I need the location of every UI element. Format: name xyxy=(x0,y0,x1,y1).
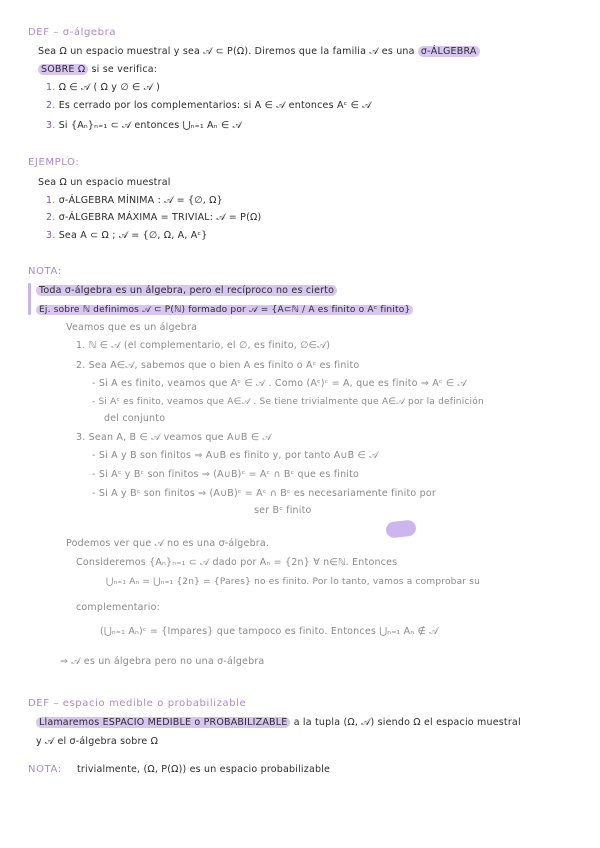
list-item: 2. Es cerrado por los complementarios: si A ∈ 𝒜 entonces Aᶜ ∈ 𝒜 xyxy=(46,100,372,111)
section-title: DEF – σ-álgebra xyxy=(28,27,117,38)
note-line: 2. Sea A∈𝒜, sabemos que o bien A es finito o Aᶜ es finito xyxy=(76,360,360,371)
note-line: - Si A y B son finitos ⇒ A∪B es finito y, por tanto A∪B ∈ 𝒜 xyxy=(92,450,379,461)
list-item: 1. σ-ÁLGEBRA MÍNIMA : 𝒜 = {∅, Ω} xyxy=(46,195,223,206)
definition-text-cont xyxy=(38,64,157,76)
note-line: 3. Sean A, B ∈ 𝒜 veamos que A∪B ∈ 𝒜 xyxy=(76,432,272,443)
scribble-mark xyxy=(385,519,417,538)
note-line: ⋃ₙ₌₁ Aₙ = ⋃ₙ₌₁ {2n} = {Pares} no es finito. Por lo tanto, vamos a comprobar su xyxy=(106,577,481,587)
highlight-term: σ-ÁLGEBRA xyxy=(418,46,480,57)
note-line: ⇒ 𝒜 es un álgebra pero no una σ-álgebra xyxy=(60,656,265,667)
note-line: - Si A y Bᶜ son finitos ⇒ (A∪B)ᶜ = Aᶜ ∩ Bᶜ es necesariamente finito por xyxy=(92,488,436,499)
section-title: EJEMPLO: xyxy=(28,157,80,168)
note-line: complementario: xyxy=(76,602,161,613)
definition-intro-cont: si se verifica: xyxy=(88,64,158,75)
note-line: Podemos ver que 𝒜 no es una σ-álgebra. xyxy=(66,538,270,549)
list-item: 3. Sea A ⊂ Ω ; 𝒜 = {∅, Ω, A, Aᶜ} xyxy=(46,230,208,241)
note-line: ser Bᶜ finito xyxy=(254,505,312,516)
note-line: del conjunto xyxy=(104,413,166,424)
definition-text xyxy=(38,46,480,58)
note-example: Ej. sobre ℕ definimos 𝒜 ⊂ P(ℕ) formado por 𝒜 = {A⊂ℕ / A es finito o Aᶜ finito} xyxy=(36,304,413,316)
note-line: Veamos que es un álgebra xyxy=(66,322,198,333)
definition-intro: Sea Ω un espacio muestral y sea 𝒜 ⊂ P(Ω). Diremos que la familia 𝒜 es una xyxy=(38,46,415,57)
list-item: 1. Ω ∈ 𝒜 ( Ω y ∅ ∈ 𝒜 ) xyxy=(46,82,161,93)
section-title: NOTA: xyxy=(28,266,62,277)
section-title: NOTA: xyxy=(28,764,62,775)
note-highlight: Toda σ-álgebra es un álgebra, pero el recíproco no es cierto xyxy=(36,285,337,297)
note-line: - Si A es finito, veamos que Aᶜ ∈ 𝒜 . Como (Aᶜ)ᶜ = A, que es finito ⇒ Aᶜ ∈ 𝒜 xyxy=(92,378,467,389)
example-intro: Sea Ω un espacio muestral xyxy=(38,177,171,188)
highlight-term: SOBRE Ω xyxy=(38,64,88,75)
list-item: 2. σ-ÁLGEBRA MÁXIMA = TRIVIAL: 𝒜 = P(Ω) xyxy=(46,212,262,223)
definition-text xyxy=(36,717,521,729)
note-line: 1. ℕ ∈ 𝒜 (el complementario, el ∅, es finito, ∅∈𝒜) xyxy=(76,340,331,351)
section-title: DEF – espacio medible o probabilizable xyxy=(28,698,247,709)
note-line: Consideremos {Aₙ}ₙ₌₁ ⊂ 𝒜 dado por Aₙ = {2n} ∀ n∈ℕ. Entonces xyxy=(76,557,398,568)
note-line: (⋃ₙ₌₁ Aₙ)ᶜ = {Impares} que tampoco es finito. Entonces ⋃ₙ₌₁ Aₙ ∉ 𝒜 xyxy=(100,626,439,637)
note-line: - Si Aᶜ y Bᶜ son finitos ⇒ (A∪B)ᶜ = Aᶜ ∩ Bᶜ que es finito xyxy=(92,469,360,480)
list-item: 3. Si {Aₙ}ₙ₌₁ ⊂ 𝒜 entonces ⋃ₙ₌₁ Aₙ ∈ 𝒜 xyxy=(46,120,242,131)
highlight-term: Llamaremos ESPACIO MEDIBLE o PROBABILIZABLE xyxy=(36,717,290,728)
note-footer xyxy=(28,764,330,776)
note-text: trivialmente, (Ω, P(Ω)) es un espacio probabilizable xyxy=(76,764,331,775)
note-line: - Si Aᶜ es finito, veamos que A∈𝒜 . Se tiene trivialmente que A∈𝒜 por la definición xyxy=(92,397,484,407)
definition-rest: a la tupla (Ω, 𝒜) siendo Ω el espacio muestral xyxy=(290,717,521,728)
margin-bar xyxy=(28,283,31,315)
definition-text-cont: y 𝒜 el σ-álgebra sobre Ω xyxy=(36,736,159,747)
